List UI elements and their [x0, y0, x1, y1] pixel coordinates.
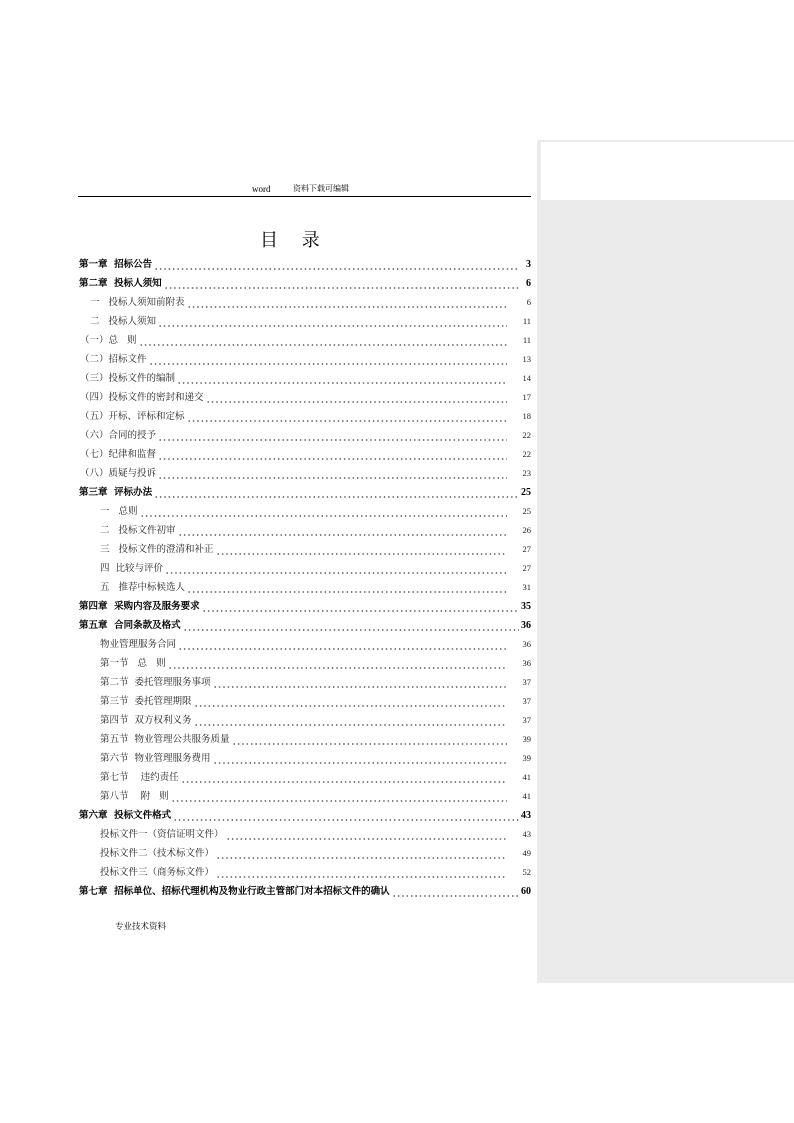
toc-entry-title: （六）合同的授予	[80, 430, 157, 441]
toc-entry-title: 四 比较与评价	[100, 563, 164, 574]
toc-entry-page-number: 37	[522, 696, 531, 706]
toc-entry[interactable]	[79, 673, 531, 692]
dot-leader	[173, 806, 519, 825]
toc-entry-page-number: 39	[522, 734, 531, 744]
toc-entry-title: 五 推荐中标候选人	[100, 582, 186, 593]
toc-entry-title: 物业管理服务合同	[100, 639, 177, 650]
toc-entry-page-number: 26	[522, 525, 531, 535]
dot-leader	[206, 388, 507, 407]
toc-entry[interactable]	[79, 445, 531, 464]
toc-entry-page-number: 52	[522, 867, 531, 877]
dot-leader	[181, 768, 507, 787]
toc-entry-page-number: 37	[522, 677, 531, 687]
toc-entry[interactable]	[79, 521, 531, 540]
toc-chapter-entry[interactable]	[79, 255, 531, 274]
toc-entry-title: （七）纪律和监督	[80, 449, 157, 460]
toc-entry-title: 投标文件三（商务标文件）	[100, 867, 215, 878]
comment-balloon[interactable]	[541, 142, 794, 200]
toc-entry-title: 投标文件一（资信证明文件）	[100, 829, 224, 840]
toc-entry-title: 第三章 评标办法	[79, 487, 153, 498]
toc-entry-title: 投标文件二（技术标文件）	[100, 848, 215, 859]
toc-entry-title: 第五章 合同条款及格式	[79, 620, 181, 631]
toc-entry-page-number: 22	[522, 430, 531, 440]
toc-entry-title: 第二节 委托管理服务事项	[100, 677, 211, 688]
dot-leader	[158, 464, 507, 483]
dot-leader	[177, 369, 507, 388]
toc-entry[interactable]	[79, 730, 531, 749]
header-divider	[78, 196, 531, 197]
toc-entry-title: 二 投标人须知	[90, 316, 157, 327]
toc-entry-page-number: 14	[522, 373, 531, 383]
dot-leader	[154, 255, 519, 274]
toc-entry-page-number: 22	[522, 449, 531, 459]
toc-entry-page-number: 36	[522, 639, 531, 649]
toc-entry-page-number: 36	[521, 620, 531, 631]
dot-leader	[216, 863, 507, 882]
toc-entry[interactable]	[79, 426, 531, 445]
toc-chapter-entry[interactable]	[79, 616, 531, 635]
toc-entry-page-number: 18	[522, 411, 531, 421]
toc-entry-page-number: 11	[522, 316, 531, 326]
dot-leader	[139, 331, 507, 350]
dot-leader	[154, 483, 519, 502]
toc-entry[interactable]	[79, 350, 531, 369]
toc-entry-title: 一 总则	[100, 506, 138, 517]
toc-chapter-entry[interactable]	[79, 597, 531, 616]
toc-entry[interactable]	[79, 331, 531, 350]
dot-leader	[187, 578, 507, 597]
toc-entry-page-number: 25	[522, 506, 531, 516]
dot-leader	[194, 711, 507, 730]
toc-entry-title: （二）招标文件	[80, 354, 147, 365]
toc-entry[interactable]	[79, 388, 531, 407]
dot-leader	[178, 521, 507, 540]
toc-entry-page-number: 3	[526, 259, 531, 270]
toc-entry-title: 第八节 附 则	[100, 791, 169, 802]
dot-leader	[183, 616, 519, 635]
toc-entry-page-number: 6	[526, 278, 531, 289]
toc-entry-page-number: 43	[521, 810, 531, 821]
toc-entry-page-number: 37	[522, 715, 531, 725]
toc-chapter-entry[interactable]	[79, 882, 531, 901]
dot-leader	[178, 635, 507, 654]
toc-entry[interactable]	[79, 502, 531, 521]
dot-leader	[187, 407, 507, 426]
footer-text: 专业技术资料	[115, 922, 167, 932]
dot-leader	[171, 787, 507, 806]
dot-leader	[226, 825, 507, 844]
toc-entry-page-number: 36	[522, 658, 531, 668]
toc-chapter-entry[interactable]	[79, 274, 531, 293]
dot-leader	[202, 597, 519, 616]
table-of-contents	[79, 255, 531, 901]
toc-entry[interactable]	[79, 559, 531, 578]
toc-entry-page-number: 39	[522, 753, 531, 763]
toc-entry-title: 第六章 投标文件格式	[79, 810, 172, 821]
toc-entry-title: 第三节 委托管理期限	[100, 696, 192, 707]
header-right-text: 资料下载可编辑	[293, 184, 349, 193]
toc-entry[interactable]	[79, 654, 531, 673]
toc-entry-title: 三 投标文件的澄清和补正	[100, 544, 214, 555]
toc-entry-title: 第六节 物业管理服务费用	[100, 753, 211, 764]
toc-entry[interactable]	[79, 293, 531, 312]
dot-leader	[232, 730, 507, 749]
dot-leader	[158, 312, 507, 331]
dot-leader	[216, 844, 507, 863]
toc-entry-title: 第一节 总 则	[100, 658, 166, 669]
toc-entry[interactable]	[79, 711, 531, 730]
toc-entry-page-number: 43	[522, 829, 531, 839]
dot-leader	[158, 445, 507, 464]
toc-entry-page-number: 41	[522, 772, 531, 782]
toc-entry-title: 第七节 违约责任	[100, 772, 179, 783]
toc-entry[interactable]	[79, 407, 531, 426]
toc-entry-title: （三）投标文件的编制	[80, 373, 176, 384]
toc-entry-title: （四）投标文件的密封和递交	[80, 392, 204, 403]
dot-leader	[149, 350, 507, 369]
toc-entry[interactable]	[79, 844, 531, 863]
dot-leader	[140, 502, 507, 521]
toc-entry-page-number: 27	[522, 563, 531, 573]
toc-entry[interactable]	[79, 540, 531, 559]
toc-entry-title: 一 投标人须知前附表	[90, 297, 185, 308]
dot-leader	[165, 559, 507, 578]
toc-entry-page-number: 60	[521, 886, 531, 897]
toc-entry-title: 第四节 双方权利义务	[100, 715, 192, 726]
toc-entry[interactable]	[79, 692, 531, 711]
dot-leader	[168, 654, 507, 673]
toc-entry[interactable]	[79, 369, 531, 388]
toc-entry[interactable]	[79, 464, 531, 483]
toc-entry-page-number: 17	[522, 392, 531, 402]
toc-entry-page-number: 11	[522, 335, 531, 345]
toc-entry-title: （五）开标、评标和定标	[80, 411, 185, 422]
toc-entry-title: （一）总 则	[80, 335, 137, 346]
header-left-text: word	[252, 184, 271, 194]
toc-entry-page-number: 35	[521, 601, 531, 612]
toc-chapter-entry[interactable]	[79, 483, 531, 502]
toc-entry-page-number: 6	[526, 297, 531, 307]
toc-entry-page-number: 13	[522, 354, 531, 364]
toc-entry-page-number: 41	[522, 791, 531, 801]
toc-entry[interactable]	[79, 863, 531, 882]
toc-entry[interactable]	[79, 749, 531, 768]
dot-leader	[158, 426, 507, 445]
toc-entry[interactable]	[79, 768, 531, 787]
dot-leader	[164, 274, 519, 293]
dot-leader	[216, 540, 507, 559]
toc-entry[interactable]	[79, 825, 531, 844]
toc-entry[interactable]	[79, 312, 531, 331]
toc-entry-title: （八）质疑与投诉	[80, 468, 157, 479]
dot-leader	[194, 692, 507, 711]
toc-chapter-entry[interactable]	[79, 806, 531, 825]
dot-leader	[392, 882, 519, 901]
toc-entry[interactable]	[79, 787, 531, 806]
markup-pane	[537, 140, 794, 983]
toc-entry-page-number: 31	[522, 582, 531, 592]
dot-leader	[213, 749, 507, 768]
toc-entry-title: 第五节 物业管理公共服务质量	[100, 734, 230, 745]
toc-title: 目 录	[260, 230, 325, 251]
toc-entry-title: 二 投标文件初审	[100, 525, 176, 536]
toc-entry-title: 第二章 投标人须知	[79, 278, 162, 289]
toc-entry[interactable]	[79, 578, 531, 597]
dot-leader	[213, 673, 507, 692]
toc-entry-page-number: 49	[522, 848, 531, 858]
toc-entry-title: 第四章 采购内容及服务要求	[79, 601, 200, 612]
toc-entry-page-number: 25	[521, 487, 531, 498]
dot-leader	[187, 293, 507, 312]
toc-entry-page-number: 27	[522, 544, 531, 554]
toc-entry[interactable]	[79, 635, 531, 654]
toc-entry-title: 第七章 招标单位、招标代理机构及物业行政主管部门对本招标文件的确认	[79, 886, 390, 897]
toc-entry-title: 第一章 招标公告	[79, 259, 153, 270]
toc-entry-page-number: 23	[522, 468, 531, 478]
